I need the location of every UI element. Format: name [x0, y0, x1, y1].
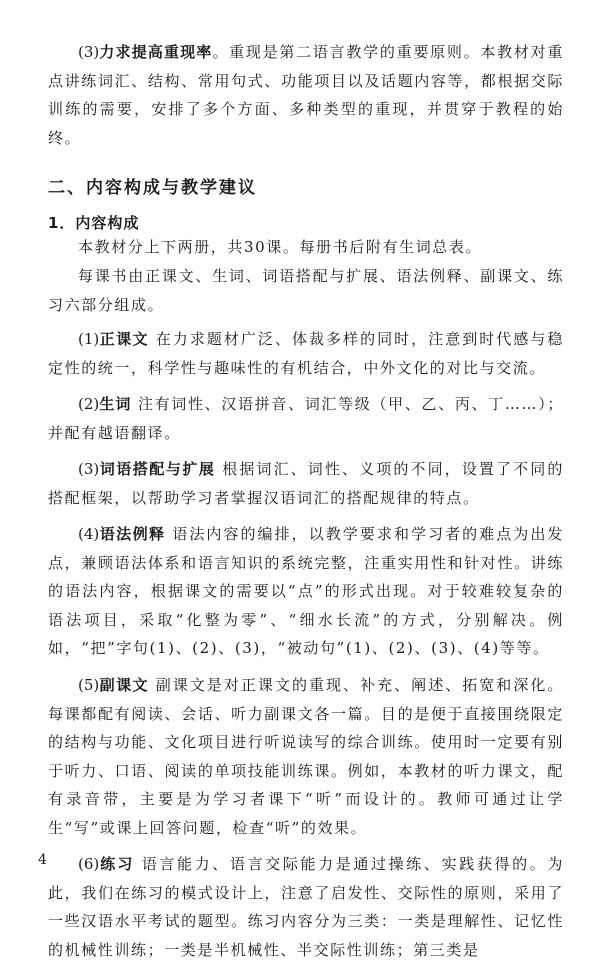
section-heading: 二、内容构成与教学建议 — [48, 178, 257, 198]
paragraph-item-3 — [48, 455, 564, 512]
item-text: 在力求题材广泛、体裁多样的同时，注意到时代感与稳定性的统一，科学性与趣味性的有机结合，中外文化的对比与交流。 — [48, 330, 564, 377]
paragraph-item-5 — [48, 671, 564, 842]
item-marker: (3) — [78, 43, 100, 61]
item-text: 语法内容的编排，以教学要求和学习者的难点为出发点，兼顾语法体系和语言知识的系统完整，注重实用性和针对性。讲练的语法内容，根据课文的需要以“点”的形式出现。对于较难较复杂的语法项目，采取“化整为零”、“细水长流”的方式，分别解决。例如，“把”字句(1)、(2)、(3)，“被动句”(1)、(2)、(3)、(4)等等。 — [48, 525, 564, 657]
item-text: 副课文是对正课文的重现、补充、阐述、拓宽和深化。每课都配有阅读、会话、听力副课文各一篇。目的是便于直接围绕限定的结构与功能、文化项目进行听说读写的综合训练。使用时一定要有别于听力、口语、阅读的单项技能训练课。例如，本教材的听力课文，配有录音带，主要是为学习者课下“听”而设计的。教师可通过让学生“写”或课上回答问题，检查“听”的效果。 — [48, 676, 564, 837]
item-title: 副课文 — [99, 676, 149, 694]
item-marker: (5) — [78, 676, 100, 694]
paragraph-intro-2: 每课书由正课文、生词、词语搭配与扩展、语法例释、副课文、练习六部分组成。 — [48, 267, 564, 314]
paragraph-item-4 — [48, 520, 564, 663]
item-marker: (4) — [78, 525, 100, 543]
item-marker: (3) — [78, 460, 100, 478]
item-title: 正课文 — [99, 330, 149, 348]
item-text: 根据词汇、词性、义项的不同，设置了不同的搭配框架，以帮助学习者掌握汉语词汇的搭配规律的特点。 — [48, 460, 564, 507]
paragraph-item-1 — [48, 325, 564, 382]
paragraph-reproduction — [48, 38, 564, 152]
subsection-heading: 1．内容构成 — [48, 214, 140, 232]
paragraph-intro-1: 本教材分上下两册，共30课。每册书后附有生词总表。 — [78, 238, 483, 256]
page-number: 4 — [38, 852, 47, 868]
item-marker: (1) — [78, 330, 100, 348]
item-text: 注有词性、汉语拼音、词汇等级（甲、乙、丙、丁……）；并配有越语翻译。 — [48, 395, 564, 442]
paragraph-item-2 — [48, 390, 564, 447]
item-marker: (6) — [78, 855, 100, 873]
item-title: 语法例释 — [99, 525, 166, 543]
item-text: 。重现是第二语言教学的重要原则。本教材对重点讲练词汇、结构、常用句式、功能项目以及话题内容等，都根据交际训练的需要，安排了多个方面、多种类型的重现，并贯穿于教程的始终。 — [48, 43, 564, 147]
item-title: 练习 — [99, 855, 135, 873]
item-marker: (2) — [78, 395, 100, 413]
item-text: 语言能力、语言交际能力是通过操练、实践获得的。为此，我们在练习的模式设计上，注意了启发性、交际性的原则，采用了一些汉语水平考试的题型。练习内容分为三类：一类是理解性、记忆性的机械性训练；一类是半机械性、半交际性训练；第三类是 — [48, 855, 564, 959]
item-title: 力求提高重现率 — [99, 43, 213, 61]
item-title: 生词 — [99, 395, 132, 413]
item-title: 词语搭配与扩展 — [99, 460, 216, 478]
paragraph-item-6 — [48, 850, 564, 964]
